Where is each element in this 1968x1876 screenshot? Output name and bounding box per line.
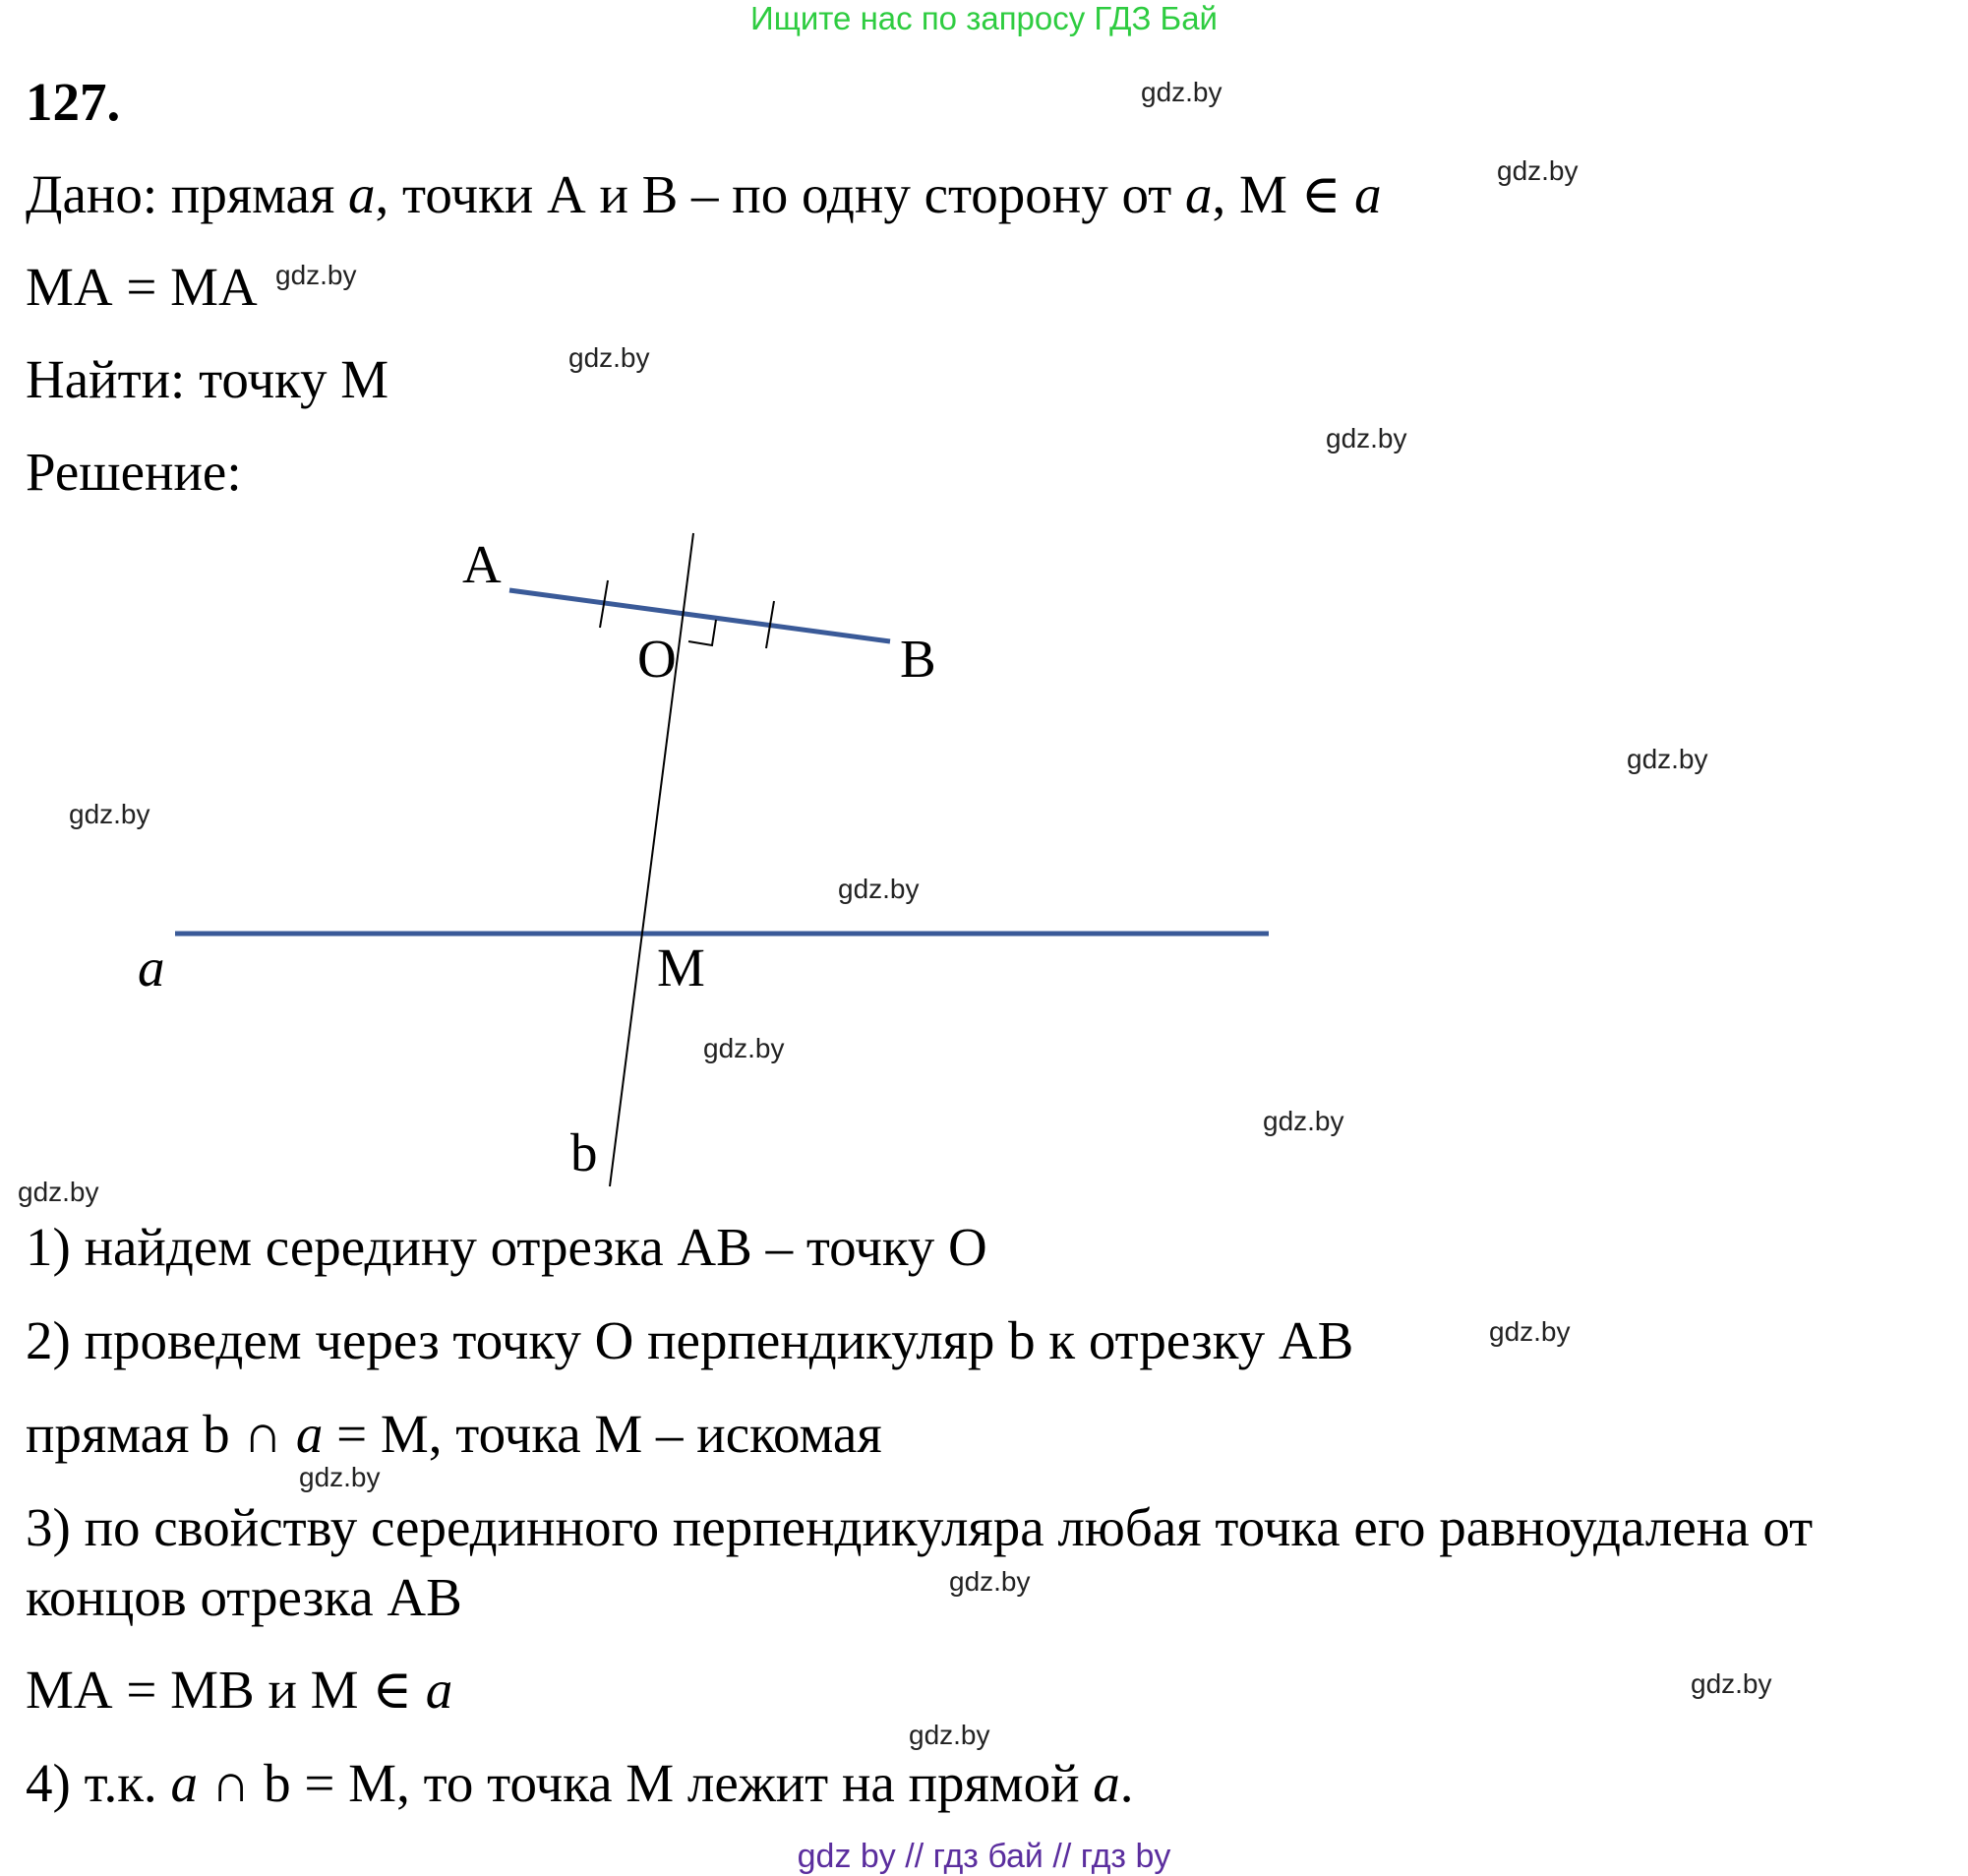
label-line-a: a: [138, 938, 165, 998]
watermark: gdz.by: [949, 1566, 1031, 1597]
step-3-line-1: 3) по свойству серединного перпендикуляра любая точка его равноудалена от: [26, 1497, 1814, 1557]
watermark: gdz.by: [18, 1177, 99, 1207]
given-a3: a: [1354, 164, 1382, 224]
watermark: gdz.by: [703, 1033, 785, 1063]
label-line-b: b: [570, 1122, 598, 1182]
watermark: gdz.by: [1326, 423, 1407, 454]
label-a-point: А: [462, 534, 502, 594]
bottom-banner: gdz by // гдз бай // гдз by: [797, 1838, 1171, 1875]
watermark: gdz.by: [1489, 1316, 1571, 1347]
label-b-point: В: [900, 629, 936, 689]
step-3b: [26, 1660, 453, 1720]
watermark: gdz.by: [1263, 1106, 1344, 1136]
given-m-in: , М ∈: [1212, 164, 1355, 224]
watermark: gdz.by: [69, 799, 150, 829]
given-prefix: Дано: прямая: [26, 164, 349, 224]
equal-line: МА = МА: [26, 257, 258, 317]
step-4-end: .: [1119, 1753, 1134, 1813]
label-o-point: О: [637, 629, 677, 689]
given-a1: a: [348, 164, 376, 224]
solution-label: Решение:: [26, 442, 242, 502]
step-4-a1: a: [170, 1753, 198, 1813]
label-m-point: М: [657, 938, 705, 998]
find-line: Найти: точку М: [26, 349, 389, 409]
step-4-pre: 4) т.к.: [26, 1753, 171, 1813]
watermark: gdz.by: [1691, 1668, 1772, 1699]
step-2b-post: = М, точка М – искомая: [323, 1404, 882, 1464]
given-a2: a: [1185, 164, 1213, 224]
segment-ab: [509, 590, 890, 641]
watermark: gdz.by: [275, 260, 357, 290]
step-3b-pre: МА = МВ и М ∈: [26, 1660, 426, 1720]
given-mid: , точки А и В – по одну сторону от: [375, 164, 1186, 224]
watermark: gdz.by: [1497, 155, 1579, 186]
step-3b-a: a: [425, 1660, 453, 1720]
right-angle-mark: [688, 620, 716, 645]
problem-number: 127.: [26, 72, 121, 132]
step-2b-a: a: [295, 1404, 324, 1464]
step-2: 2) проведем через точку О перпендикуляр b к отрезку АВ: [26, 1310, 1354, 1370]
step-4: [26, 1753, 1134, 1813]
watermark: gdz.by: [838, 874, 920, 904]
watermark: gdz.by: [1627, 744, 1708, 774]
step-4-mid: ∩ b = М, то точка М лежит на прямой: [197, 1753, 1094, 1813]
watermark: gdz.by: [568, 342, 650, 373]
watermark: gdz.by: [909, 1720, 990, 1750]
step-2b: [26, 1404, 882, 1464]
watermark: gdz.by: [299, 1462, 381, 1492]
step-4-a2: a: [1093, 1753, 1120, 1813]
step-2b-pre: прямая b ∩: [26, 1404, 296, 1464]
top-banner: Ищите нас по запросу ГДЗ Бай: [750, 0, 1218, 36]
watermark: gdz.by: [1141, 77, 1223, 107]
step-3-line-2: концов отрезка АВ: [26, 1567, 462, 1627]
step-1: 1) найдем середину отрезка АВ – точку О: [26, 1217, 987, 1277]
